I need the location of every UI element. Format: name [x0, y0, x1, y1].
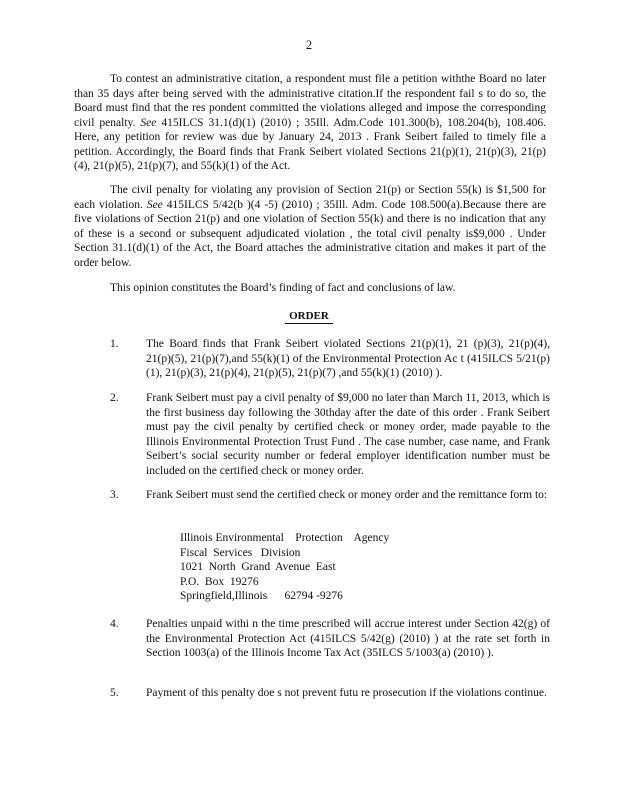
address-line: Illinois Environmental Protection Agency	[180, 532, 390, 544]
order-heading	[0, 310, 618, 322]
remittance-address	[180, 531, 389, 604]
page-number: 2	[305, 38, 313, 52]
address-line: P.O. Box 19276	[180, 575, 259, 588]
address-line: 1021 North Grand Avenue East	[180, 561, 336, 573]
order-item	[110, 337, 550, 381]
order-item-number: 4.	[110, 618, 119, 630]
paragraph-findings: This opinion constitutes the Board’s finding of fact and conclusions of law.	[110, 282, 456, 294]
order-item-text: Penalties unpaid withi n the time prescribed will accrue interest under Section 42(g) of the Environmental Protection Act (415ILCS 5/42(g) (2010) ) at the rate set forth in Section 1003(a) of the Illinois Income Tax Act (35ILCS 5/1003(a) (2010) ).	[146, 618, 550, 659]
order-item-text: Frank Seibert must send the certified check or money order and the remittance form to:	[146, 489, 548, 501]
order-heading-text: ORDER	[285, 310, 333, 324]
order-item	[110, 488, 550, 503]
order-item	[110, 391, 550, 478]
paragraph-text: 415ILCS 5/42(b )(4 -5) (2010) ; 35Ill. Adm. Code 108.500(a).Because there are five violations of Section 21(p) and one violation of Section 55(k) and there is no indication that any of these is a second or subsequent adjudicated violation , the total civil penalty is$9,000 . Under Section 31.1(d)(1) of the Act, the Board attaches the administrative citation and makes it part of the order below.	[74, 198, 546, 269]
address-line: Fiscal Services Division	[180, 546, 301, 559]
order-item	[110, 617, 550, 661]
paragraph-contest-citation	[74, 72, 546, 174]
order-item-number: 5.	[110, 687, 119, 699]
paragraph-text: To contest an administrative citation, a respondent must file a petition withthe Board no later than 35 days after being served with the administrative citation.If the respondent fail s to do so, the Board must find that the res pondent committed the violations alleged and impose the corresponding civil penalty.	[74, 73, 546, 129]
paragraph-text: 415ILCS 31.1(d)(1) (2010) ; 35Ill. Adm.Code 101.300(b), 108.204(b), 108.406. Here, any petition for review was due by January 24, 2013 . Frank Seibert failed to timely file a petition. Accordingly, the Board finds that Frank Seibert violated Sections 21(p)(1), 21(p)(3), 21(p)(4), 21(p)(5), 21(p)(7), and 55(k)(1) of the Act.	[74, 116, 546, 172]
order-item-number: 1.	[110, 338, 119, 350]
order-item-text: The Board finds that Frank Seibert violated Sections 21(p)(1), 21 (p)(3), 21(p)(4), 21(p)(5), 21(p)(7),and 55(k)(1) of the Environmental Protection Ac t (415ILCS 5/21(p)(1), 21(p)(3), 21(p)(4), 21(p)(5), 21(p)(7) ,and 55(k)(1) (2010) ).	[146, 338, 550, 379]
order-item	[110, 686, 550, 701]
order-item-number: 3.	[110, 489, 119, 501]
paragraph-text: The civil penalty for violating any provision of Section 21(p) or Section 55(k) is $1,500 for each violation.	[74, 184, 546, 211]
order-item-text: Payment of this penalty doe s not prevent futu re prosecution if the violations continue.	[146, 687, 547, 699]
address-line: Springfield,Illinois 62794 -9276	[180, 590, 343, 602]
citation-signal: See	[146, 198, 163, 211]
order-item-number: 2.	[110, 392, 119, 404]
paragraph-civil-penalty	[74, 183, 546, 270]
citation-signal: See	[140, 116, 157, 129]
order-item-text: Frank Seibert must pay a civil penalty of $9,000 no later than March 11, 2013, which is the first business day following the 30thday after the date of this order . Frank Seibert must pay the civil penalty by certified check or money order, made payable to the Illinois Environmental Protection Trust Fund . The case number, case name, and Frank Seibert’s social security number or federal employer identification number must be included on the certified check or money order.	[146, 392, 550, 477]
